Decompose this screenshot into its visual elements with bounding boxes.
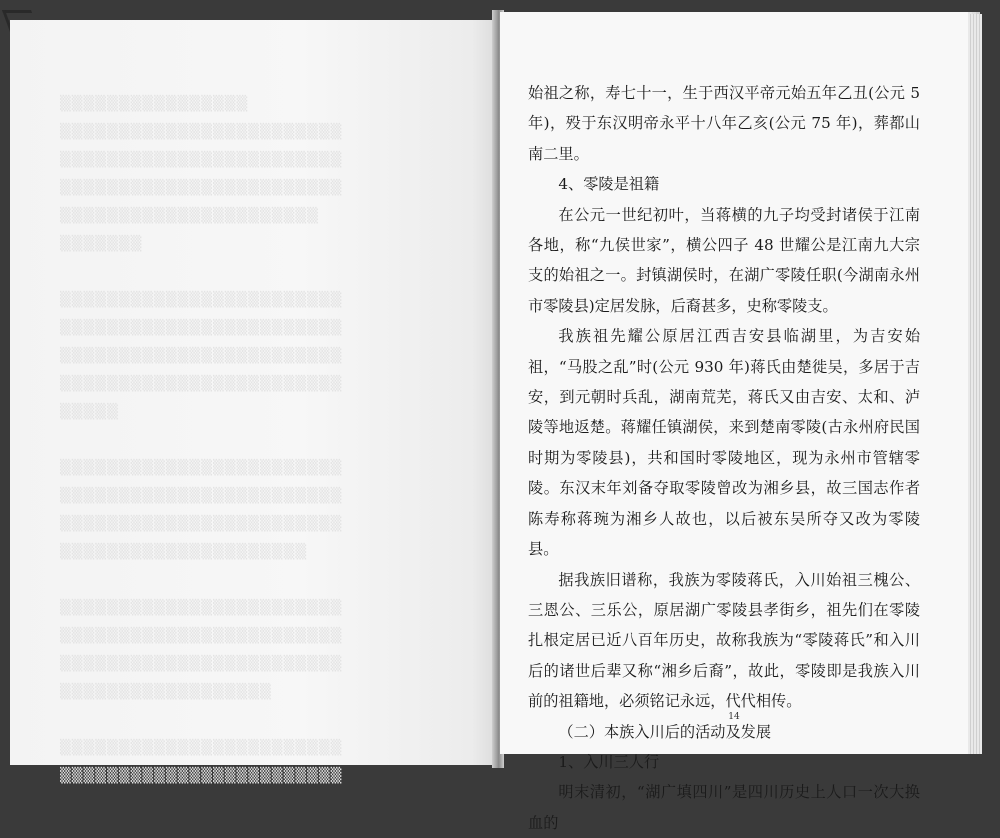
page-number: 14 xyxy=(728,712,740,722)
paragraph-huguang: 明末清初，“湖广填四川”是四川历史上人口一次大换血的 xyxy=(528,783,920,832)
paragraph-ancestor-yao: 我族祖先耀公原居江西吉安县临湖里，为吉安始祖，“马股之乱”时(公元 930 年)蒋氏由楚徙吴，多居于吉安，到元朝时兵乱，湖南荒芜，蒋氏又由吉安、太和、泸陵等地返楚。蒋耀任镇湖侯，来到楚南零陵(古永州府民国时期为零陵县)，共和国时零陵地区，现为永州市管辖零陵。东汉末年刘备夺取零陵曾改为湘乡县，故三国志作者陈寿称蒋琬为湘乡人故也，以后被东吴所夺又改为零陵县。 xyxy=(528,327,920,559)
section-heading-part-2: （二）本族入川后的活动及发展 xyxy=(558,722,772,741)
paragraph-nine-marquis: 在公元一世纪初叶，当蒋横的九子均受封诸侯于江南各地，称“九侯世家”，横公四子 48 世耀公是江南九大宗支的始祖之一。封镇湖侯时，在湖广零陵任职(今湖南永州市零陵县)定居发脉，后裔甚多，史称零陵支。 xyxy=(528,205,920,315)
page-stack-edge xyxy=(968,14,982,754)
bleed-through-text: ▒▒▒▒▒▒▒▒▒▒▒▒▒▒▒▒ ▒▒▒▒▒▒▒▒▒▒▒▒▒▒▒▒▒▒▒▒▒▒▒▒ ▒▒▒▒▒▒▒▒▒▒▒▒▒▒▒▒▒▒▒▒▒▒▒▒ ▒▒▒▒▒▒▒▒▒▒▒▒▒▒▒▒▒▒▒▒▒▒▒▒ ▒▒▒▒▒▒▒▒▒▒▒▒▒▒▒▒▒▒▒▒▒▒ ▒▒▒▒▒▒▒ ▒▒▒▒▒▒▒▒▒▒▒▒▒▒▒▒▒▒▒▒▒▒▒▒ ▒▒▒▒▒▒▒▒▒▒▒▒▒▒▒▒▒▒▒▒▒▒▒▒ ▒▒▒▒▒▒▒▒▒▒▒▒▒▒▒▒▒▒▒▒▒▒▒▒ ▒▒▒▒▒▒▒▒▒▒▒▒▒▒▒▒▒▒▒▒▒▒▒▒ ▒▒▒▒▒ ▒▒▒▒▒▒▒▒▒▒▒▒▒▒▒▒▒▒▒▒▒▒▒▒ ▒▒▒▒▒▒▒▒▒▒▒▒▒▒▒▒▒▒▒▒▒▒▒▒ ▒▒▒▒▒▒▒▒▒▒▒▒▒▒▒▒▒▒▒▒▒▒▒▒ ▒▒▒▒▒▒▒▒▒▒▒▒▒▒▒▒▒▒▒▒▒ ▒▒▒▒▒▒▒▒▒▒▒▒▒▒▒▒▒▒▒▒▒▒▒▒ ▒▒▒▒▒▒▒▒▒▒▒▒▒▒▒▒▒▒▒▒▒▒▒▒ ▒▒▒▒▒▒▒▒▒▒▒▒▒▒▒▒▒▒▒▒▒▒▒▒ ▒▒▒▒▒▒▒▒▒▒▒▒▒▒▒▒▒▒ ▒▒▒▒▒▒▒▒▒▒▒▒▒▒▒▒▒▒▒▒▒▒▒▒ ▒▒▒▒▒▒▒▒▒▒▒▒▒▒▒▒▒▒▒▒▒▒▒▒ xyxy=(60,96,343,784)
page-text xyxy=(528,78,920,838)
section-heading-1: 1、入川三人行 xyxy=(558,752,660,771)
section-heading-4: 4、零陵是祖籍 xyxy=(558,175,660,194)
paragraph-continued: 始祖之称，寿七十一，生于西汉平帝元始五年乙丑(公元 5 年)，殁于东汉明帝永平十八年乙亥(公元 75 年)，葬都山南二里。 xyxy=(528,84,920,163)
right-page xyxy=(500,12,968,832)
left-page xyxy=(10,20,496,784)
paragraph-old-genealogy: 据我族旧谱称，我族为零陵蒋氏，入川始祖三槐公、三恩公、三乐公，原居湖广零陵县孝街乡，祖先们在零陵扎根定居已近八百年历史，故称我族为“零陵蒋氏”和入川后的诸世后辈又称“湘乡后裔”，故此，零陵即是我族入川前的祖籍地，必须铭记永远，代代相传。 xyxy=(528,570,920,711)
